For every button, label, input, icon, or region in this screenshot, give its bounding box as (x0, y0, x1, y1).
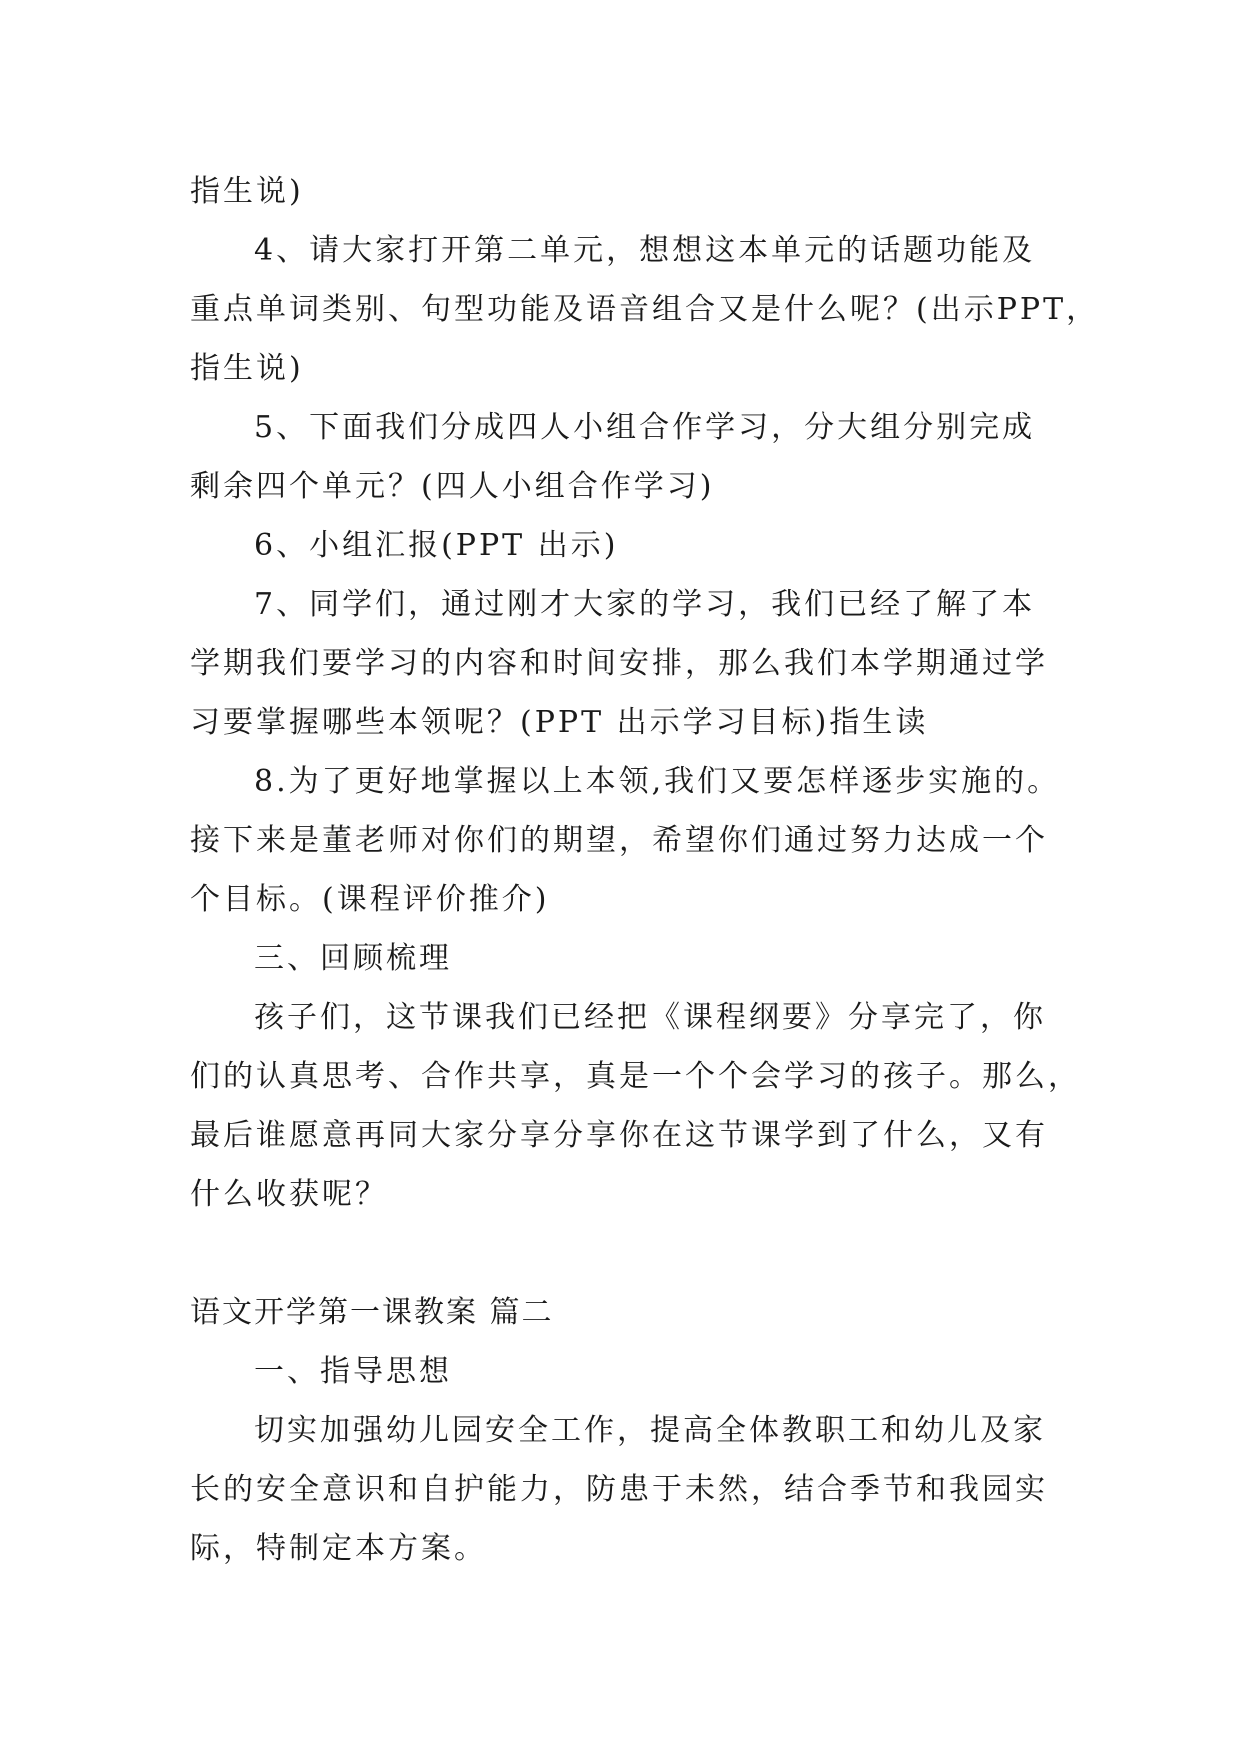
section-one (190, 162, 1100, 1224)
text-line: 个目标。(课程评价推介) (190, 882, 550, 917)
section-gap (190, 1224, 1070, 1283)
text-line: 最后谁愿意再同大家分享分享你在这节课学到了什么，又有 (190, 1118, 1048, 1153)
text-line: 孩子们，这节课我们已经把《课程纲要》分享完了，你 (254, 1000, 1046, 1035)
text-line: 一、指导思想 (254, 1354, 452, 1389)
text-line: 们的认真思考、合作共享，真是一个个会学习的孩子。那么， (190, 1059, 1081, 1094)
text-line: 学期我们要学习的内容和时间安排，那么我们本学期通过学 (190, 646, 1048, 681)
text-line: 习要掌握哪些本领呢？(PPT 出示学习目标)指生读 (190, 705, 929, 740)
text-line: 剩余四个单元？(四人小组合作学习) (190, 469, 715, 504)
text-line: 8.为了更好地掌握以上本领,我们又要怎样逐步实施的。 (254, 764, 1061, 799)
text-line: 5、下面我们分成四人小组合作学习，分大组分别完成 (254, 410, 1036, 445)
text-line: 三、回顾梳理 (254, 941, 452, 976)
document-body (190, 162, 1100, 1578)
text-line: 长的安全意识和自护能力，防患于未然，结合季节和我园实 (190, 1472, 1048, 1507)
text-line: 重点单词类别、句型功能及语音组合又是什么呢？(出示PPT， (190, 292, 1100, 327)
text-line: 际，特制定本方案。 (190, 1531, 487, 1566)
text-line: 切实加强幼儿园安全工作，提高全体教职工和幼儿及家 (254, 1413, 1046, 1448)
text-line: 接下来是董老师对你们的期望，希望你们通过努力达成一个 (190, 823, 1048, 858)
text-line: 7、同学们，通过刚才大家的学习，我们已经了解了本 (254, 587, 1036, 622)
text-line: 什么收获呢？ (190, 1177, 388, 1212)
text-line: 4、请大家打开第二单元，想想这本单元的话题功能及 (254, 233, 1036, 268)
section-two (190, 1342, 1070, 1578)
section-two-title: 语文开学第一课教案 篇二 (190, 1295, 554, 1330)
text-line: 指生说) (190, 174, 304, 209)
text-line: 指生说) (190, 351, 304, 386)
text-line: 6、小组汇报(PPT 出示) (254, 528, 619, 563)
